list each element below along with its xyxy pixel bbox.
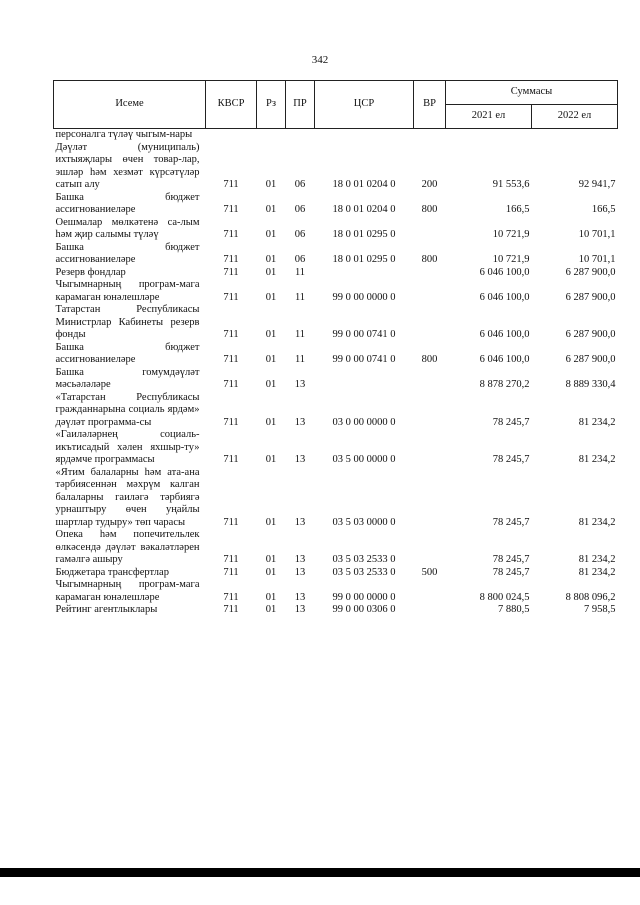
cell-csr: 03 5 03 2533 0 [332, 566, 396, 578]
cell-kvsr: 711 [223, 454, 239, 465]
cell-sum-2021: 6 046 100,0 [479, 329, 530, 340]
header-pr: ПР [286, 81, 315, 129]
table-row [54, 217, 618, 242]
cell-name: Чыгымнарның програм-мага карамаган юнәлешләре [55, 579, 200, 603]
cell-name: Татарстан Республикасы Министрлар Кабинеты резерв фонды [55, 304, 200, 340]
cell-sum-2022: 81 234,2 [578, 566, 616, 578]
cell-sum-2021 [446, 129, 532, 142]
cell-rz: 01 [265, 329, 277, 340]
cell-rz: 01 [265, 454, 277, 465]
cell-pr: 13 [294, 516, 306, 528]
header-name: Исеме [54, 81, 206, 129]
cell-sum-2022: 92 941,7 [578, 179, 616, 190]
cell-sum-2021: 78 245,7 [492, 566, 530, 578]
cell-rz: 01 [265, 291, 277, 303]
table-row [54, 604, 618, 617]
cell-csr [315, 129, 414, 142]
cell-kvsr: 711 [223, 254, 239, 265]
table-row [54, 129, 618, 142]
cell-kvsr: 711 [223, 179, 239, 190]
cell-pr: 06 [294, 204, 306, 215]
cell-name: «Гаиләләрнең социаль-икътисадый хәлен яхшыр-ту» ярдәмче программасы [55, 429, 200, 465]
cell-vr [414, 304, 446, 342]
cell-kvsr: 711 [223, 554, 239, 565]
cell-vr [414, 392, 446, 430]
cell-rz: 01 [265, 604, 277, 615]
cell-pr: 13 [294, 604, 306, 615]
cell-sum-2022 [532, 129, 618, 142]
cell-vr [414, 604, 446, 617]
table-row [54, 429, 618, 467]
cell-pr: 06 [294, 179, 306, 190]
table-row [54, 342, 618, 367]
table-row [54, 279, 618, 304]
cell-vr [414, 367, 446, 392]
cell-kvsr: 711 [223, 591, 239, 603]
cell-name: Рейтинг агентлыклары [55, 604, 158, 615]
cell-sum-2021: 6 046 100,0 [479, 266, 530, 278]
cell-csr: 03 5 03 0000 0 [332, 516, 396, 528]
cell-rz: 01 [265, 566, 277, 578]
cell-rz: 01 [265, 266, 277, 278]
cell-csr: 18 0 01 0295 0 [332, 254, 396, 265]
table-row [54, 304, 618, 342]
table-header [54, 81, 618, 129]
cell-rz: 01 [265, 416, 277, 428]
cell-sum-2021: 8 878 270,2 [479, 379, 530, 390]
cell-csr: 99 0 00 0741 0 [332, 354, 396, 365]
cell-sum-2021: 78 245,7 [492, 554, 530, 565]
table-row [54, 242, 618, 267]
header-vr: ВР [414, 81, 446, 129]
cell-pr: 06 [294, 254, 306, 265]
cell-sum-2021: 10 721,9 [492, 254, 530, 265]
cell-name: Башка бюджет ассигнованиеләре [55, 241, 200, 265]
cell-name: Резерв фондлар [55, 266, 126, 278]
cell-pr [286, 129, 315, 142]
cell-sum-2022: 6 287 900,0 [565, 354, 616, 365]
cell-vr: 800 [421, 354, 438, 365]
cell-kvsr: 711 [223, 566, 239, 578]
cell-rz: 01 [265, 204, 277, 215]
cell-csr [315, 267, 414, 280]
cell-csr: 99 0 00 0306 0 [332, 604, 396, 615]
header-sums: Суммасы [446, 81, 618, 105]
budget-table [53, 80, 618, 617]
cell-csr: 18 0 01 0204 0 [332, 204, 396, 215]
cell-sum-2021: 91 553,6 [492, 179, 530, 190]
cell-name: Башка гомумдәүләт мәсьәләләре [55, 366, 200, 390]
cell-csr: 99 0 00 0000 0 [332, 291, 396, 303]
cell-kvsr: 711 [223, 266, 239, 278]
cell-sum-2021: 6 046 100,0 [479, 354, 530, 365]
cell-sum-2021: 166,5 [505, 204, 530, 215]
cell-csr: 99 0 00 0000 0 [332, 591, 396, 603]
cell-vr: 500 [421, 566, 438, 578]
cell-rz: 01 [265, 179, 277, 190]
cell-vr [414, 129, 446, 142]
cell-kvsr: 711 [223, 416, 239, 428]
cell-kvsr: 711 [223, 379, 239, 390]
cell-csr: 03 5 00 0000 0 [332, 454, 396, 465]
cell-csr: 03 5 03 2533 0 [332, 554, 396, 565]
cell-kvsr: 711 [223, 229, 239, 240]
table-row [54, 192, 618, 217]
cell-pr: 13 [294, 416, 306, 428]
table-row [54, 579, 618, 604]
cell-kvsr: 711 [223, 329, 239, 340]
cell-sum-2021: 7 880,5 [498, 604, 530, 615]
cell-kvsr: 711 [223, 204, 239, 215]
cell-rz: 01 [265, 354, 277, 365]
cell-pr: 06 [294, 229, 306, 240]
cell-sum-2022: 10 701,1 [578, 254, 616, 265]
table-body [54, 129, 618, 617]
header-rz: Рз [257, 81, 286, 129]
cell-vr [414, 579, 446, 604]
cell-name: Опека һәм попечительлек өлкәсендә дәүләт вәкаләтләрен гамәлгә ашыру [55, 529, 200, 565]
cell-pr: 13 [294, 454, 306, 465]
cell-csr: 99 0 00 0741 0 [332, 329, 396, 340]
cell-name: Башка бюджет ассигнованиеләре [55, 341, 200, 365]
cell-sum-2021: 8 800 024,5 [479, 591, 530, 603]
table-row [54, 267, 618, 280]
cell-kvsr: 711 [223, 516, 239, 528]
cell-csr [315, 367, 414, 392]
cell-pr: 13 [294, 566, 306, 578]
table-row [54, 567, 618, 580]
header-kvsr: КВСР [206, 81, 257, 129]
cell-vr [414, 529, 446, 567]
cell-pr: 11 [294, 354, 306, 365]
table-row [54, 529, 618, 567]
cell-vr: 200 [421, 179, 438, 190]
table-row [54, 392, 618, 430]
cell-rz: 01 [265, 591, 277, 603]
cell-vr [414, 279, 446, 304]
cell-name: Башка бюджет ассигнованиеләре [55, 191, 200, 215]
cell-sum-2022: 6 287 900,0 [565, 291, 616, 303]
cell-name: «Ятим балаларны һәм ата-ана тәрбиясеннән мәхрүм калган балаларны гаиләгә тәрбиягә урнаштыру өчен уңайлы шартлар тудыру» төп чарасы [55, 466, 200, 528]
cell-rz: 01 [265, 516, 277, 528]
cell-pr: 11 [294, 329, 306, 340]
cell-pr: 13 [294, 554, 306, 565]
table-row [54, 367, 618, 392]
cell-rz: 01 [265, 379, 277, 390]
cell-vr [414, 467, 446, 530]
cell-rz: 01 [265, 254, 277, 265]
header-year-2021: 2021 ел [446, 105, 532, 129]
cell-rz [257, 129, 286, 142]
cell-sum-2022: 8 808 096,2 [565, 591, 616, 603]
cell-name: Бюджетара трансфертлар [55, 566, 169, 578]
cell-csr: 18 0 01 0295 0 [332, 229, 396, 240]
cell-sum-2022: 166,5 [591, 204, 616, 215]
cell-kvsr: 711 [223, 291, 239, 303]
cell-vr [414, 429, 446, 467]
cell-sum-2021: 78 245,7 [492, 454, 530, 465]
cell-sum-2022: 81 234,2 [578, 416, 616, 428]
cell-sum-2022: 81 234,2 [578, 516, 616, 528]
header-csr: ЦСР [315, 81, 414, 129]
cell-name: Оешмалар мөлкәтенә са-лым һәм җир салымы түләү [55, 216, 200, 240]
page-number: 342 [311, 54, 329, 66]
cell-csr: 03 0 00 0000 0 [332, 416, 396, 428]
cell-csr: 18 0 01 0204 0 [332, 179, 396, 190]
table-row [54, 467, 618, 530]
scan-edge-bar [0, 868, 640, 877]
cell-sum-2021: 78 245,7 [492, 516, 530, 528]
cell-name: «Татарстан Республикасы гражданнарына социаль ярдәм» дәүләт программа-сы [55, 391, 200, 428]
cell-sum-2021: 78 245,7 [492, 416, 530, 428]
header-year-2022: 2022 ел [532, 105, 618, 129]
cell-name: Дәүләт (муниципаль) ихтыяҗлары өчен товар-лар, эшләр һәм хезмәт күрсәтүләр сатып алу [55, 141, 200, 190]
cell-rz: 01 [265, 229, 277, 240]
cell-vr: 800 [421, 204, 438, 215]
cell-sum-2021: 6 046 100,0 [479, 291, 530, 303]
cell-rz: 01 [265, 554, 277, 565]
table-row [54, 142, 618, 192]
cell-vr: 800 [421, 254, 438, 265]
cell-kvsr: 711 [223, 604, 239, 615]
cell-sum-2022: 81 234,2 [578, 554, 616, 565]
cell-vr [414, 217, 446, 242]
cell-name: персоналга түләү чыгым-нары [55, 129, 193, 140]
cell-sum-2022: 10 701,1 [578, 229, 616, 240]
cell-pr: 13 [294, 379, 306, 390]
cell-name: Чыгымнарның програм-мага карамаган юнәлешләре [55, 279, 200, 303]
cell-sum-2022: 8 889 330,4 [565, 379, 616, 390]
cell-kvsr: 711 [223, 354, 239, 365]
cell-pr: 11 [294, 291, 306, 303]
cell-sum-2021: 10 721,9 [492, 229, 530, 240]
cell-pr: 13 [294, 591, 306, 603]
cell-sum-2022: 7 958,5 [584, 604, 616, 615]
cell-kvsr [206, 129, 257, 142]
cell-vr [414, 267, 446, 280]
cell-pr: 11 [294, 266, 306, 278]
cell-sum-2022: 6 287 900,0 [565, 266, 616, 278]
cell-sum-2022: 81 234,2 [578, 454, 616, 465]
cell-sum-2022: 6 287 900,0 [565, 329, 616, 340]
